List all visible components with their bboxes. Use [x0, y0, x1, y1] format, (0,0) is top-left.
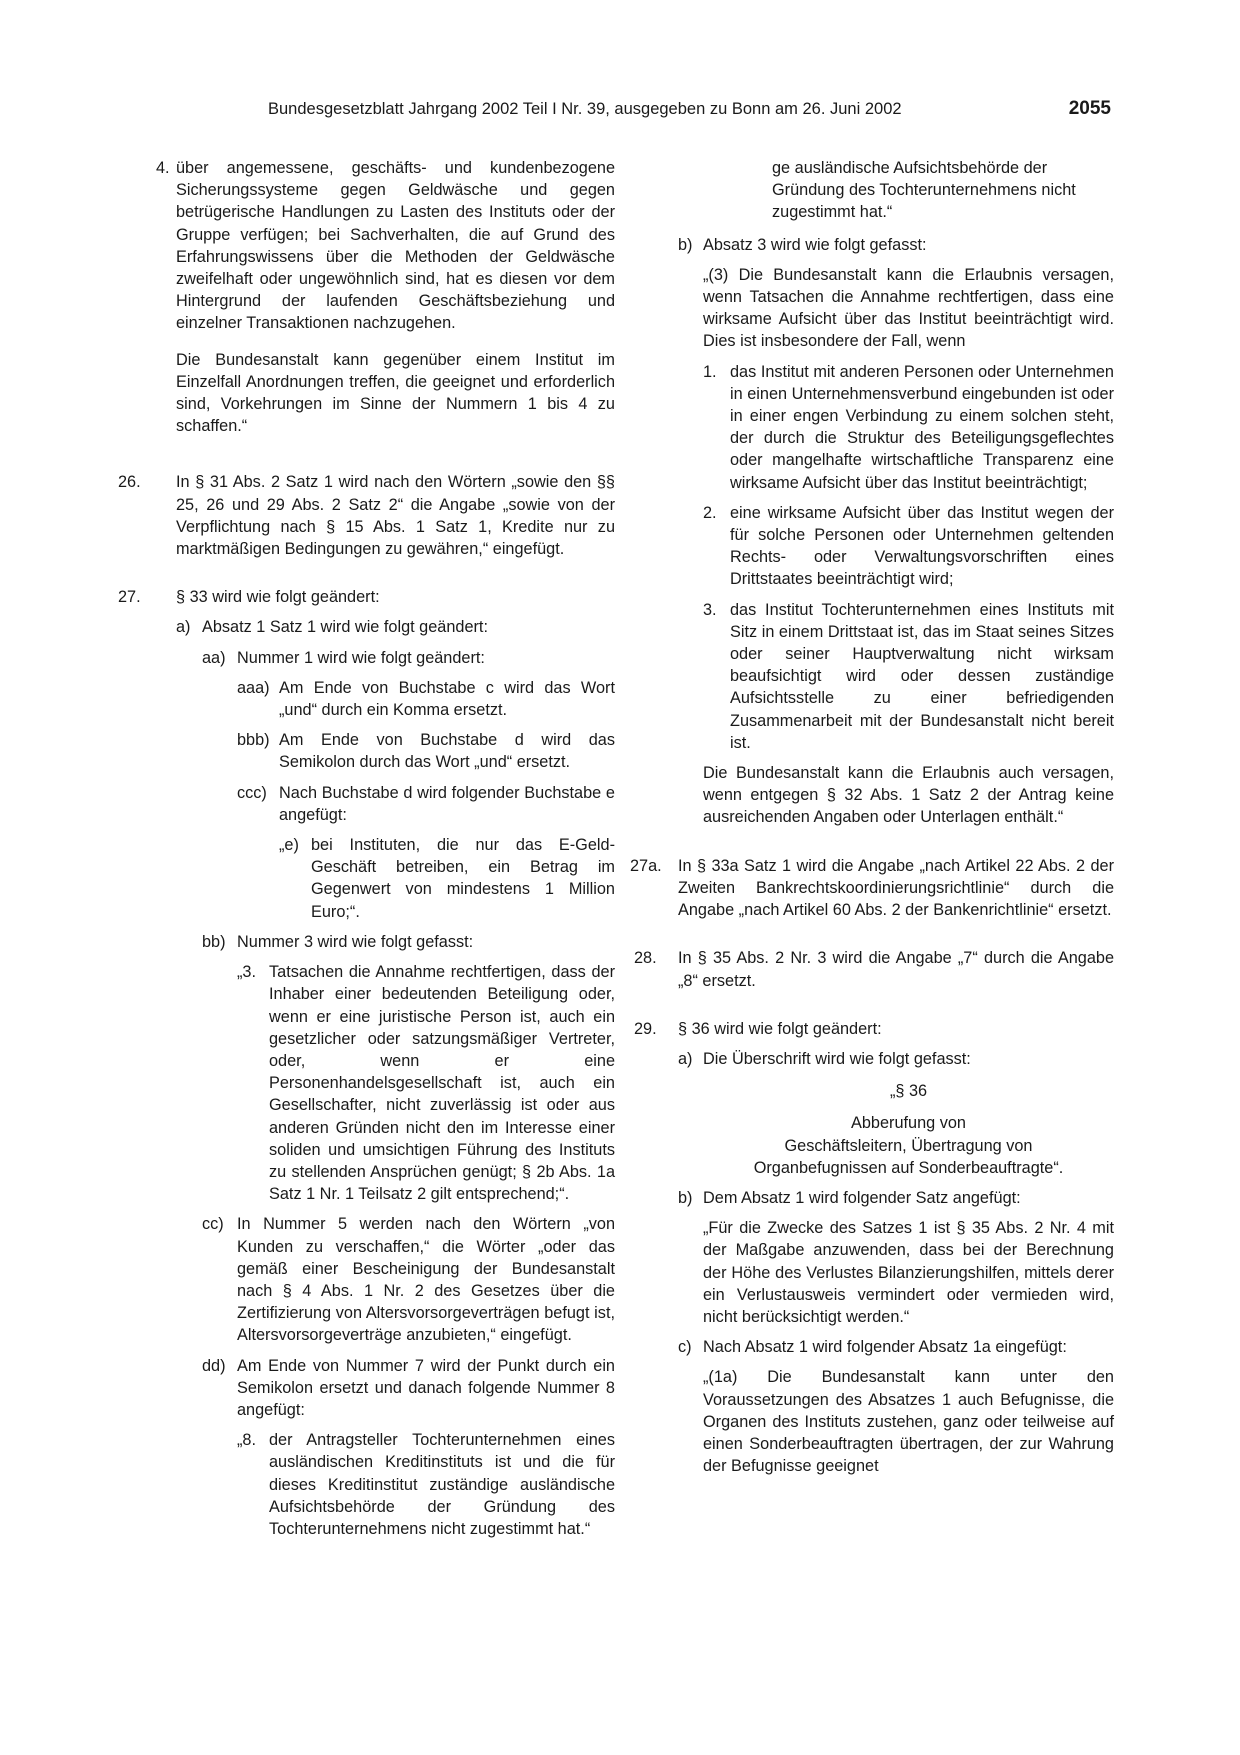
item-text: Tatsachen die Annahme rechtfertigen, dass der Inhaber einer bedeutenden Beteiligung oder, wenn er eine juristische Person ist, auch ein gesetzlicher oder satzungsmäßiger Vertreter, oder, wenn er eine Personenhandelsgesellschaft ist, auch ein Gesellschafter, nicht zuverlässig ist oder aus anderen Gründen nicht den im Interesse einer soliden und umsichtigen Führung des Instituts zu stellenden Ansprüchen genügt; § 2b Abs. 1a Satz 1 Nr. 1 Teilsatz 2 gilt entsprechend;“. — [269, 963, 615, 1204]
item-label: a) — [176, 618, 191, 637]
left-column — [118, 157, 615, 1538]
sub-item-dd — [131, 1355, 615, 1422]
item-label: dd) — [202, 1356, 226, 1375]
item-text: der Antragsteller Tochterunternehmen eines ausländischen Kreditinstituts ist und die für dieses Kreditinstitut zuständige ausländische Aufsichtsbehörde der Gründung des Tochterunternehmens nicht zugestimmt hat.“ — [269, 1431, 615, 1538]
sub-item-nummer-3 — [131, 961, 615, 1205]
item-label: 2. — [703, 503, 717, 522]
item-text: Die Überschrift wird wie folgt gefasst: — [703, 1049, 971, 1068]
sub-item-nummer-8 — [131, 1429, 615, 1538]
item-text: über angemessene, geschäfts- und kundenbezogene Sicherungssysteme gegen Geldwäsche und gegen betrügerische Handlungen zu Lasten des Instituts oder der Gruppe verfügen; bei Sachverhalten, die auf Grund des Erfahrungswissens über die Methoden der Geldwäsche zweifelhaft oder ungewöhnlich sind, hat es diesen vor dem Hintergrund der laufenden Geschäftsbeziehung und einzelner Transaktionen nachzugehen. — [176, 159, 615, 333]
page-number: 2055 — [1068, 98, 1111, 119]
item-label: 28. — [634, 949, 657, 968]
item-text: eine wirksame Aufsicht über das Institut wegen der für solche Personen oder Unternehmen geltenden Rechts- oder Verwaltungsvorschriften eines Drittstaates beeinträchtigt wird; — [730, 503, 1114, 589]
item-text: § 33 wird wie folgt geändert: — [176, 588, 380, 607]
item-text: In § 33a Satz 1 wird die Angabe „nach Artikel 22 Abs. 2 der Zweiten Bankrechtskoordinierungsrichtlinie“ durch die Angabe „nach Artikel 60 Abs. 2 der Bankenrichtlinie“ ersetzt. — [678, 856, 1114, 920]
sub-item-a — [630, 1048, 1114, 1070]
list-item-4 — [131, 157, 615, 335]
list-item-26 — [118, 471, 615, 560]
item-label: 4. — [156, 159, 170, 177]
sub-item-aaa — [131, 677, 615, 721]
item-label: 26. — [118, 473, 141, 492]
sub-item-bbb — [131, 729, 615, 773]
list-item-27a — [630, 855, 1114, 922]
item-text: Dem Absatz 1 wird folgender Satz angefügt: — [703, 1188, 1021, 1207]
item-label: cc) — [202, 1215, 224, 1234]
item-label: b) — [678, 1188, 693, 1207]
item-label: bb) — [202, 932, 226, 951]
list-item-28 — [630, 947, 1114, 991]
item-label: a) — [678, 1049, 693, 1068]
right-column — [630, 157, 1114, 1477]
paragraph-bundesanstalt: Die Bundesanstalt kann gegenüber einem Institut im Einzelfall Anordnungen treffen, die geeignet und erforderlich sind, Vorkehrungen im Sinne der Nummern 1 bis 4 zu schaffen.“ — [176, 350, 615, 436]
item-label: aa) — [202, 648, 226, 667]
absatz-3-item-3 — [630, 599, 1114, 754]
list-item-27 — [118, 586, 615, 608]
sub-item-cc — [131, 1213, 615, 1346]
section-title-line-3: Organbefugnissen auf Sonderbeauftragte“. — [753, 1158, 1064, 1177]
absatz-3-item-2 — [630, 502, 1114, 591]
absatz-3-item-1 — [630, 361, 1114, 494]
section-title-line-1: Abberufung von — [851, 1114, 966, 1133]
item-text: Nummer 3 wird wie folgt gefasst: — [237, 932, 474, 951]
item-label: 3. — [703, 600, 717, 619]
sub-item-aa — [131, 647, 615, 669]
item-label: bbb) — [237, 731, 270, 750]
sub-item-e — [131, 834, 615, 923]
item-text: In § 31 Abs. 2 Satz 1 wird nach den Wörtern „sowie den §§ 25, 26 und 29 Abs. 2 Satz 2“ die Angabe „sowie von der Verpflichtung nach § 15 Abs. 1 Satz 1, Kredite nur zu marktmäßigen Bedingungen zu gewähren,“ eingefügt. — [176, 473, 615, 559]
item-label: „3. — [237, 963, 257, 982]
sub-item-c — [630, 1336, 1114, 1358]
item-label: ccc) — [237, 783, 267, 802]
sub-item-bb — [131, 931, 615, 953]
item-text: das Institut Tochterunternehmen eines Instituts mit Sitz in einem Drittstaat ist, das im Staat seines Sitzes oder seiner Hauptverwaltung nicht wirksam beaufsichtigt wird oder dessen zuständige Aufsichtsstelle zu einer befriedigenden Zusammenarbeit mit der Bundesanstalt nicht bereit ist. — [730, 600, 1114, 752]
item-label: c) — [678, 1338, 692, 1357]
item-text: Absatz 1 Satz 1 wird wie folgt geändert: — [202, 618, 488, 637]
nummer-8-continuation: ge ausländische Aufsichtsbehörde der Gründung des Tochterunternehmens nicht zugestimmt hat.“ — [772, 159, 1076, 222]
quote-absatz-1a: „(1a) Die Bundesanstalt kann unter den Voraussetzungen des Absatzes 1 auch Befugnisse, die Organen des Instituts zustehen, ganz oder teilweise auf einen Sonderbeauftragten übertragen, der zur Wahrung der Befugnisse geeignet — [703, 1368, 1114, 1476]
item-label: 27. — [118, 588, 141, 607]
item-text: Nach Buchstabe d wird folgender Buchstabe e angefügt: — [279, 783, 615, 824]
item-label: 1. — [703, 362, 717, 381]
sub-item-b — [630, 1187, 1114, 1209]
section-heading-block — [703, 1080, 1114, 1179]
section-title-line-2: Geschäftsleitern, Übertragung von — [784, 1136, 1033, 1155]
list-item-29 — [630, 1018, 1114, 1040]
sub-item-a — [131, 616, 615, 638]
item-text: bei Instituten, die nur das E-Geld-Geschäft betreiben, ein Betrag im Gegenwert von mindestens 1 Million Euro;“. — [311, 836, 615, 921]
absatz-3-closing: Die Bundesanstalt kann die Erlaubnis auch versagen, wenn entgegen § 32 Abs. 1 Satz 2 der Antrag keine ausreichenden Angaben oder Unterlagen enthält.“ — [703, 764, 1114, 827]
item-label: 29. — [634, 1019, 657, 1038]
section-number: „§ 36 — [889, 1082, 928, 1101]
gazette-title: Bundesgesetzblatt Jahrgang 2002 Teil I Nr. 39, ausgegeben zu Bonn am 26. Juni 2002 — [268, 100, 902, 118]
item-label: b) — [678, 235, 693, 254]
item-text: Nummer 1 wird wie folgt geändert: — [237, 648, 485, 667]
item-text: Nach Absatz 1 wird folgender Absatz 1a eingefügt: — [703, 1338, 1067, 1357]
item-text: In Nummer 5 werden nach den Wörtern „von Kunden zu verschaffen,“ die Wörter „oder das gemäß einer Bescheinigung der Bundesanstalt nach § 4 Abs. 1 Nr. 2 des Gesetzes über die Zertifizierung von Altersvorsorgeverträgen befugt ist, Altersvorsorgeverträge anzubieten,“ eingefügt. — [237, 1215, 615, 1345]
item-text: Am Ende von Nummer 7 wird der Punkt durch ein Semikolon ersetzt und danach folgende Nummer 8 angefügt: — [237, 1356, 615, 1419]
item-text: Absatz 3 wird wie folgt gefasst: — [703, 235, 927, 254]
item-label: aaa) — [237, 678, 270, 697]
item-text: Am Ende von Buchstabe d wird das Semikolon durch das Wort „und“ ersetzt. — [279, 731, 615, 772]
item-label: „8. — [237, 1431, 257, 1450]
sub-item-b — [630, 234, 1114, 256]
item-text: § 36 wird wie folgt geändert: — [678, 1019, 882, 1038]
item-text: In § 35 Abs. 2 Nr. 3 wird die Angabe „7“ durch die Angabe „8“ ersetzt. — [678, 949, 1114, 990]
running-header — [0, 100, 1240, 124]
item-text: Am Ende von Buchstabe c wird das Wort „und“ durch ein Komma ersetzt. — [279, 678, 615, 720]
item-label: 27a. — [630, 856, 662, 875]
quote-absatz-1: „Für die Zwecke des Satzes 1 ist § 35 Abs. 2 Nr. 4 mit der Maßgabe anzuwenden, dass bei der Berechnung der Höhe des Verlustes Bilanzierungshilfen, mittels derer ein Verlustausweis vermindert oder vermieden wird, nicht berücksichtigt werden.“ — [703, 1219, 1114, 1326]
item-text: das Institut mit anderen Personen oder Unternehmen in einen Unternehmensverbund eingebunden ist oder in einer engen Verbindung zu einem solchen steht, der durch die Struktur des Beteiligungsgeflechtes oder mangelhafte wirtschaftliche Transparenz eine wirksame Aufsicht über das Institut beeinträchtigt; — [730, 362, 1114, 492]
absatz-3-intro: „(3) Die Bundesanstalt kann die Erlaubnis versagen, wenn Tatsachen die Annahme rechtfertigen, dass eine wirksame Aufsicht über das Institut beeinträchtigt wird. Dies ist insbesondere der Fall, wenn — [703, 265, 1114, 351]
sub-item-ccc — [131, 782, 615, 826]
item-label: „e) — [279, 836, 299, 855]
